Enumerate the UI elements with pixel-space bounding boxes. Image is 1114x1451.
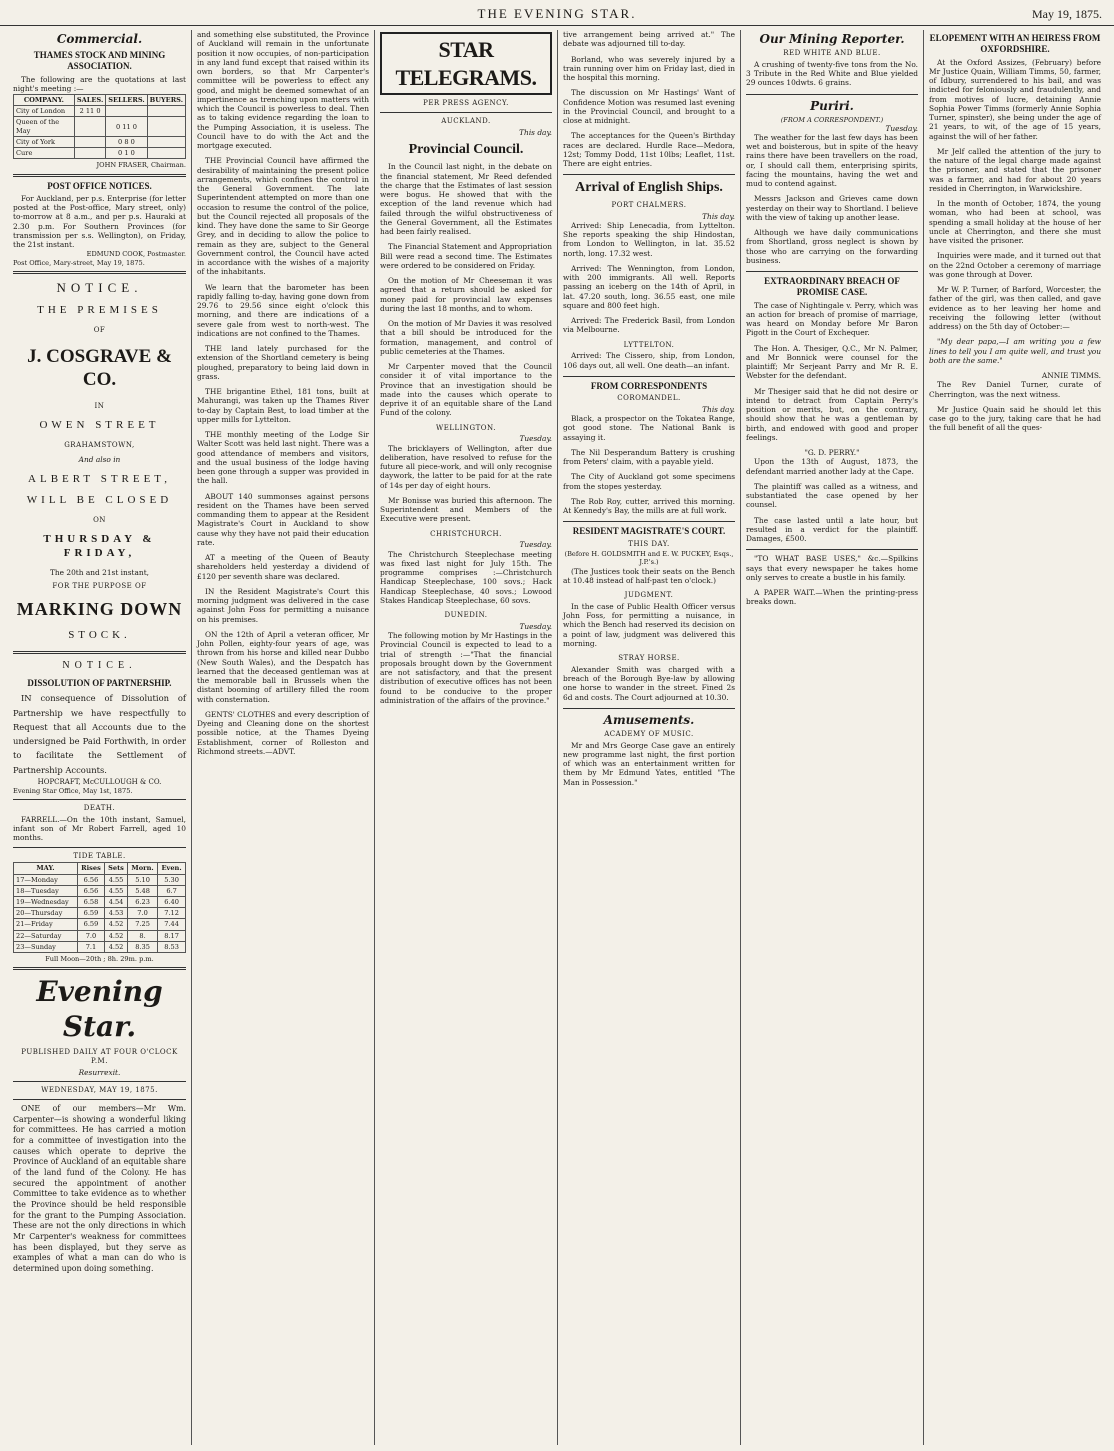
table-cell: 0 11 0	[106, 117, 147, 136]
letter-signature: "G. D. PERRY."	[804, 448, 860, 458]
masthead	[0, 0, 1114, 26]
table-cell: 6.56	[77, 874, 104, 885]
table-header-cell: BUYERS.	[147, 95, 185, 106]
tide-row	[14, 896, 186, 907]
table-cell: 4.53	[105, 908, 128, 919]
of-line: OF	[93, 325, 106, 334]
dateline-port-chalmers: PORT CHALMERS.	[611, 200, 687, 209]
table-cell: 7.44	[158, 919, 186, 930]
article-text: The Christchurch Steeplechase meeting was fixed last night for July 15th. The programme comprises :—Christchurch Handicap Steeplechase, 100 sovs.; Hack Handicap Steeplechase, 40 sovs.; Lowood Stakes Handicap Steeplechase, 60 sovs.	[380, 549, 552, 605]
table-cell: 8.35	[127, 941, 157, 952]
article-text: THE Provincial Council have affirmed the desirability of maintaining the present police arrangements, which confines the control in the General Government. The late Superintendent attempted on more than one occasion to resume the control of the police, but the Council rejected all proposals of the kind. They have done the same to Sir George Grey, and in deciding to allow the police to remain as they are, subject to the General Government control, the Council have acted in accordance with the wishes of a majority of the inhabitants.	[197, 156, 369, 277]
article-text: The weather for the last few days has been wet and boisterous, but in spite of the heavy rains there have been travellers on the road, or, I should call them, enterprising spirits, facing the mountains, having the wet and mud to contend against.	[746, 132, 918, 189]
article-text: On the motion of Mr Davies it was resolved that a bill should be introduced for the formation, management, and control of public cemeteries at the Thames.	[380, 319, 552, 356]
article-text: Upon the 13th of August, 1873, the defendant married another lady at the Cape.	[746, 457, 918, 476]
tide-row	[14, 930, 186, 941]
article-text: Inquiries were made, and it turned out that on the 22nd October a ceremony of marriage was gone through at Dover.	[929, 251, 1101, 279]
published-line: PUBLISHED DAILY AT FOUR O'CLOCK P.M.	[21, 1048, 178, 1066]
table-cell: 8.17	[158, 930, 186, 941]
court-day: THIS DAY.	[628, 539, 670, 548]
divider	[13, 1081, 186, 1082]
table-cell: 4.52	[105, 941, 128, 952]
owen-street: OWEN STREET	[39, 418, 160, 431]
article-text: In the month of October, 1874, the young woman, who had been at school, was spending a small holiday at the house of her uncle at Cherrington, and there she must have visited the prisoner.	[929, 199, 1101, 245]
breach-heading: EXTRAORDINARY BREACH OF PROMISE CASE.	[764, 276, 900, 298]
table-cell: 5.30	[158, 874, 186, 885]
editorial-text: ONE of our members—Mr Wm. Carpenter—is showing a wonderful liking for committees. He has carried a motion for a committee of investigation into the causes which operate to deprive the Province of Auckland of an equitable share of the land fund of the Colony. He has secured the appointment of another Committee to take evidence as to whether the Province should be held responsible for the grant to the Pumping Association. These are not the only directions in which Mr Carpenter's weakness for committees has been displayed, but they serve as examples of what a man can do who is determined upon doing something.	[13, 1103, 186, 1273]
table-cell: 18—Tuesday	[14, 885, 78, 896]
table-cell: 4.52	[105, 930, 128, 941]
issue-date: WEDNESDAY, MAY 19, 1875.	[41, 1086, 158, 1095]
puriri-heading: Puriri.	[810, 98, 854, 113]
table-cell: 4.55	[105, 874, 128, 885]
dateline-day: Tuesday.	[519, 621, 552, 631]
table-header-cell: SELLERS.	[106, 95, 147, 106]
dateline-dunedin: DUNEDIN.	[444, 611, 488, 619]
article-text: The case of Nightingale v. Perry, which was an action for breach of promise of marriage, was heard on Monday before Mr Baron Pigott in the Court of Exchequer.	[746, 300, 918, 338]
article-text: Black, a prospector on the Tokatea Range, got good stone. The National Bank is assaying it.	[563, 414, 735, 442]
tide-heading: TIDE TABLE.	[73, 851, 126, 860]
divider	[563, 708, 735, 709]
post-heading: POST OFFICE NOTICES.	[47, 180, 152, 191]
dateline-day: Tuesday.	[519, 434, 552, 444]
divider	[13, 1099, 186, 1100]
article-text: At the Oxford Assizes, (February) before Mr Justice Quain, William Timms, 50, farmer, of Idbury, surrendered to his bail, and was indicted for feloniously and fraudulently, and from motives of lucre, detaining Annie Sophia Power Timms (formerly Annie Sophia Turner, spinster), she being under the age of 21 years, to wit, of the age of 15 years, against the will of her father.	[929, 57, 1101, 141]
advert-text: GENTS' CLOTHES and every description of Dyeing and Cleaning done on the shortest possible notice, at the Thames Dyeing Establishment, corner of Rolleston and Richmond streets.—ADVT.	[197, 709, 369, 756]
paper-title: Evening Star.	[36, 975, 163, 1044]
article-text: Mr Carpenter moved that the Council consider it of vital importance to the Province that an investigation should be made into the causes which operate to deprive it of an equitable share of the Land Fund of the colony.	[380, 362, 552, 418]
article-text: The Rev Daniel Turner, curate of Cherrington, was the next witness.	[929, 380, 1101, 399]
divider	[563, 521, 735, 522]
dateline-day: Tuesday.	[519, 540, 552, 550]
tide-row	[14, 874, 186, 885]
court-before: (Before H. GOLDSMITH and E. W. PUCKEY, Esqs., J.P.'s.)	[564, 550, 734, 567]
judgment-heading: JUDGMENT.	[624, 591, 674, 600]
table-cell: 6.23	[127, 896, 157, 907]
notice2-heading: NOTICE.	[62, 659, 137, 671]
dateline-day: This day.	[702, 211, 735, 221]
table-cell: City of London	[14, 106, 75, 117]
table-cell	[74, 136, 105, 147]
tide-body	[14, 874, 186, 953]
table-cell: 5.48	[127, 885, 157, 896]
in-line: IN	[94, 402, 105, 411]
table-cell	[147, 136, 185, 147]
divider	[746, 271, 918, 272]
article-text: Borland, who was severely injured by a train running over him on Friday last, died in the hospital this morning.	[563, 54, 735, 82]
correspondent-byline: (FROM A CORRESPONDENT.)	[780, 115, 884, 124]
article-text: The Nil Desperandum Battery is crushing from Peters' claim, with a payable yield.	[563, 447, 735, 466]
table-cell	[106, 106, 147, 117]
dateline-day: This day.	[702, 404, 735, 414]
table-cell: 7.12	[158, 908, 186, 919]
table-header-cell: Even.	[158, 863, 186, 874]
article-text: The Rob Roy, cutter, arrived this morning. At Kennedy's Bay, the mills are at full work.	[563, 496, 735, 515]
stock-row	[14, 117, 186, 136]
purpose-line: FOR THE PURPOSE OF	[52, 581, 147, 590]
dissolution-office: Evening Star Office, May 1st, 1875.	[13, 786, 133, 795]
article-text: Mr and Mrs George Case gave an entirely new programme last night, the first portion of which was an entertainment written for them by Mr Edmund Yates, entitled "The Man in Possession."	[563, 740, 735, 787]
table-cell: 4.52	[105, 919, 128, 930]
tide-row	[14, 885, 186, 896]
death-heading: DEATH.	[83, 804, 116, 813]
table-cell: 6.59	[77, 919, 104, 930]
article-text: Arrived: The Wennington, from London, with 200 immigrants. All well. Reports passing an iceberg on the 14th of April, in lat. 47.20 south, long. 36.55 east, one mile square and 800 feet high.	[563, 263, 735, 310]
table-cell: 8.	[127, 930, 157, 941]
dissolution-heading: DISSOLUTION OF PARTNERSHIP.	[27, 678, 172, 689]
court-heading: RESIDENT MAGISTRATE'S COURT.	[572, 526, 726, 537]
also-line: And also in	[78, 455, 121, 465]
dateline-christchurch: CHRISTCHURCH.	[430, 529, 502, 538]
article-text: THE monthly meeting of the Lodge Sir Walter Scott was held last night. There was a good attendance of members and visitors, and the usual business of the lodge having been gone through a supper was provided in the hall.	[197, 430, 369, 486]
commercial-heading: Commercial.	[56, 32, 143, 46]
divider	[746, 94, 918, 95]
letter-text: "My dear papa,—I am writing you a few lines to tell you I am quite well, and trust you both are the same."	[929, 337, 1101, 365]
table-cell: 6.58	[77, 896, 104, 907]
article-text: Arrived: Ship Lenecadia, from Lyttelton. She reports speaking the ship Hindostan, from London to Wellington, in lat. 35.52 north, long. 17.32 west.	[563, 220, 735, 258]
post-date: Post Office, Mary-street, May 19, 1875.	[13, 258, 145, 267]
divider	[13, 799, 186, 800]
table-cell: 6.59	[77, 908, 104, 919]
divider	[13, 174, 186, 177]
article-text: Mr Bonisse was buried this afternoon. The Superintendent and Members of the Executive were present.	[380, 495, 552, 524]
council-heading: Provincial Council.	[408, 141, 524, 157]
table-cell	[74, 148, 105, 159]
divider	[563, 174, 735, 175]
page-columns	[8, 30, 1106, 1445]
stock-row	[14, 148, 186, 159]
tide-foot: Full Moon—20th ; 8h. 29m. p.m.	[45, 955, 154, 964]
article-text: A PAPER WAIT.—When the printing-press breaks down.	[746, 588, 918, 607]
article-text: Mr W. P. Turner, of Barford, Worcester, the father of the girl, was then called, and gave evidence as to her leaving her home and receiving the following letter (without address) on the 5th day of October:—	[929, 285, 1101, 331]
stock-sign: JOHN FRASER, Chairman.	[96, 161, 186, 170]
article-text: The plaintiff was called as a witness, and substantiated the case opened by her counsel.	[746, 481, 918, 510]
dissolution-sign: HOPCRAFT, McCULLOUGH & CO.	[37, 778, 162, 787]
article-text: ON the 12th of April a veteran officer, Mr John Pollen, eighty-four years of age, was thrown from his horse and killed near Dubbo (New South Wales), and the Despatch has learned that the deceased gentleman was at the memorable ball in Brussels when the distant booming of artillery filled the room with consternation.	[197, 629, 369, 704]
article-text: AT a meeting of the Queen of Beauty shareholders held yesterday a dividend of £120 per seventh share was declared.	[197, 553, 369, 581]
table-cell: 17—Monday	[14, 874, 78, 885]
firm-name: J. COSGRAVE & CO.	[27, 345, 172, 391]
premises-line: THE PREMISES	[37, 304, 162, 317]
article-text: On the motion of Mr Cheeseman it was agreed that a return should be asked for money paid for provincial law expenses during the last 18 months, and to whom.	[380, 276, 552, 313]
table-cell: 7.0	[77, 930, 104, 941]
column-6	[923, 30, 1106, 1445]
stock-row	[14, 136, 186, 147]
dateline-day: Tuesday.	[885, 123, 918, 133]
table-cell	[147, 148, 185, 159]
article-text: Alexander Smith was charged with a breach of the Borough Bye-law by allowing one horse to wander in the street. Fined 2s 6d and costs. The Court adjourned at 10.30.	[563, 664, 735, 702]
correspondents-heading: FROM CORRESPONDENTS	[590, 380, 708, 391]
table-cell: 4.55	[105, 885, 128, 896]
divider	[13, 651, 186, 654]
table-cell: 0 8 0	[106, 136, 147, 147]
tide-row	[14, 941, 186, 952]
motto: Resurrexit.	[78, 1067, 121, 1077]
article-text: The discussion on Mr Hastings' Want of Confidence Motion was resumed last evening in the Provincial Council, and brought to a close at midnight.	[563, 88, 735, 125]
amusements-heading: Amusements.	[603, 712, 695, 727]
mining-heading: Our Mining Reporter.	[759, 32, 905, 46]
table-cell: 4.54	[105, 896, 128, 907]
stock-body	[14, 106, 186, 159]
column-1	[8, 30, 191, 1445]
article-text: The case lasted until a late hour, but resulted in a verdict for the plaintiff. Damages, £500.	[746, 515, 918, 544]
post-sign: EDMUND COOK, Postmaster.	[86, 250, 186, 259]
grahamstown: GRAHAMSTOWN,	[64, 440, 135, 449]
article-text: A crushing of twenty-five tons from the No. 3 Tribute in the Red White and Blue yielded 29 ounces 10dwts. 6 grains.	[746, 59, 918, 88]
article-text: The City of Auckland got some specimens from the stopes yesterday.	[563, 472, 735, 491]
table-cell: 22—Saturday	[14, 930, 78, 941]
article-text: THE brigantine Ethel, 181 tons, built at Mahurangi, was taken up the Thames River to-day by Captain Best, to load timber at the upper mills for Lyttelton.	[197, 387, 369, 424]
divider	[13, 271, 186, 274]
masthead-title: THE EVENING STAR.	[477, 6, 637, 21]
table-cell: 0 1 0	[106, 148, 147, 159]
dateline-wellington: WELLINGTON.	[436, 423, 496, 432]
table-cell: 7.0	[127, 908, 157, 919]
table-cell: 6.40	[158, 896, 186, 907]
stock-row	[14, 106, 186, 117]
table-cell: 7.1	[77, 941, 104, 952]
article-text: Mr Justice Quain said he should let this case go to the jury, taking care that he had the full benefit of all the ques-	[929, 404, 1101, 433]
article-text: Arrived: The Frederick Basil, from London via Melbourne.	[563, 316, 735, 335]
article-text: THE land lately purchased for the extension of the Shortland cemetery is being ploughed, preparatory to being laid down in grass.	[197, 344, 369, 381]
table-cell: 2 11 0	[74, 106, 105, 117]
elopement-heading: ELOPEMENT WITH AN HEIRESS FROM OXFORDSHIRE.	[929, 33, 1101, 55]
article-text: Messrs Jackson and Grieves came down yesterday on their way to Shortland. I believe with the view of taking up another lease.	[746, 194, 918, 222]
article-text: Although we have daily communications from Shortland, gross neglect is shown by those who are carrying on the forwarding business.	[746, 228, 918, 265]
article-text: Mr Jelf called the attention of the jury to the nature of the legal charge made against the prisoner, and stated that the prisoner was a farmer, and had for about 20 years resided in Cherrington, in Warwickshire.	[929, 146, 1101, 193]
column-3	[374, 30, 557, 1445]
table-cell	[147, 117, 185, 136]
table-header-cell: MAY.	[14, 863, 78, 874]
letter-signature: ANNIE TIMMS.	[1041, 371, 1101, 380]
article-text: IN the Resident Magistrate's Court this morning judgment was delivered in the case against John Foss for permitting a nuisance on his premises.	[197, 586, 369, 624]
dissolution-text: IN consequence of Dissolution of Partnership we have respectfully to Request that all Accounts due to the undersigned be Paid Forthwith, in order to facilitate the Settlement of Partnership Accounts.	[13, 693, 186, 775]
stock-line: STOCK.	[68, 628, 131, 641]
divider	[746, 549, 918, 550]
article-text: "TO WHAT BASE USES," &c.—Spilkins says that every newspaper he takes home only serves to create a bustle in his family.	[746, 554, 918, 582]
dateline-lyttelton: LYTTELTON.	[623, 340, 675, 349]
dates-line: The 20th and 21st instant,	[49, 568, 150, 578]
tide-header-row	[14, 863, 186, 874]
table-cell: 6.56	[77, 885, 104, 896]
table-cell: 20—Thursday	[14, 908, 78, 919]
days-line: THURSDAY & FRIDAY,	[43, 532, 156, 559]
red-white-blue-heading: RED WHITE AND BLUE.	[783, 49, 881, 57]
table-cell: 6.7	[158, 885, 186, 896]
academy-heading: ACADEMY OF MUSIC.	[604, 729, 694, 738]
press-agency: PER PRESS AGENCY.	[423, 99, 509, 107]
table-cell: 7.25	[127, 919, 157, 930]
divider	[13, 967, 186, 970]
notice-heading: NOTICE.	[56, 279, 143, 295]
article-text: The bricklayers of Wellington, after due deliberation, have resolved to refuse for the future all piece-work, and will only recognise daywork, the latter to be paid for at the rate of 14s per day of eight hours.	[380, 443, 552, 490]
column-4	[557, 30, 740, 1445]
tide-row	[14, 908, 186, 919]
stock-table	[13, 94, 186, 159]
closed-line: WILL BE CLOSED	[26, 494, 173, 507]
article-text: The acceptances for the Queen's Birthday races are declared. Hurdle Race—Medora, 12st; Tommy Dodd, 11st 10lbs; Leaflet, 11st. There are eight entries.	[563, 131, 735, 168]
divider	[380, 112, 552, 113]
divider	[563, 376, 735, 377]
albert-street: ALBERT STREET,	[28, 472, 171, 485]
table-cell: 19—Wednesday	[14, 896, 78, 907]
on-line: ON	[93, 516, 106, 525]
dateline-auckland: AUCKLAND.	[441, 116, 491, 125]
table-cell	[147, 106, 185, 117]
table-cell	[74, 117, 105, 136]
table-cell: 8.53	[158, 941, 186, 952]
table-cell: Cure	[14, 148, 75, 159]
table-header-cell: SALES.	[74, 95, 105, 106]
divider	[13, 847, 186, 848]
stray-heading: STRAY HORSE.	[618, 654, 680, 663]
article-text: The Hon. A. Thesiger, Q.C., Mr N. Palmer, and Mr Bonnick were counsel for the plaintiff; Mr Serjeant Parry and Mr R. E. Webster for the defendant.	[746, 343, 918, 381]
stock-heading: THAMES STOCK AND MINING ASSOCIATION.	[33, 50, 166, 72]
table-cell: Queen of the May	[14, 117, 75, 136]
table-header-cell: Sets	[105, 863, 128, 874]
article-text: The Financial Statement and Appropriation Bill were read a second time. The Estimates were ordered to be considered on Friday.	[380, 242, 552, 270]
table-cell: 23—Sunday	[14, 941, 78, 952]
article-text: and something else substituted, the Province of Auckland will remain in the unfortunate position it now occupies, of non-participation in any land fund except that raised within its own borders, so that Mr Carpenter's committee will be powerless to effect any good, and might be deemed somewhat of an impertinence as trenching upon matters with which the Council is powerless to deal. Then as to taking evidence regarding the loan to the Pumping Association, it is useless. The Council have to do with the Act and the mortgage executed.	[197, 30, 369, 150]
masthead-date: May 19, 1875.	[1031, 7, 1102, 21]
stock-intro: The following are the quotations at last night's meeting :—	[13, 74, 186, 93]
tide-table	[13, 862, 186, 953]
table-cell: 21—Friday	[14, 919, 78, 930]
death-text: FARRELL.—On the 10th instant, Samuel, infant son of Mr Robert Farrell, aged 10 months.	[13, 814, 186, 843]
article-text: Mr Thesiger said that he did not desire or intend to detract from Captain Perry's position or merits, but, on the contrary, should show that he was a gentleman by birth, and endowed with good and proper feelings.	[746, 386, 918, 442]
table-cell: 5.10	[127, 874, 157, 885]
dateline-coromandel: COROMANDEL.	[617, 394, 681, 402]
article-text: The following motion by Mr Hastings in the Provincial Council is expected to lead to a trial of strength :—"That the financial proposals brought down by the Government are not satisfactory, and that the present distribution of executive offices has not been found to be conducive to the proper administration of the affairs of the province."	[380, 631, 552, 705]
article-text: tive arrangement being arrived at." The debate was adjourned till to-day.	[563, 30, 735, 49]
article-text: ABOUT 140 summonses against persons resident on the Thames have been served commanding them to appear at the Resident Magistrate's Court in Auckland to show cause why they have not paid their education rate.	[197, 491, 369, 547]
star-telegrams-banner: STAR TELEGRAMS.	[380, 32, 552, 95]
article-text: We learn that the barometer has been rapidly falling to-day, having gone down from 29.76 to 29.56 since eight o'clock this morning, and there are indications of a severe gale from west to north-west. The indications are not confined to the Thames.	[197, 282, 369, 338]
column-5	[740, 30, 923, 1445]
tide-row	[14, 919, 186, 930]
table-header-cell: COMPANY.	[14, 95, 75, 106]
table-header-cell: Morn.	[127, 863, 157, 874]
arrival-heading: Arrival of English Ships.	[575, 180, 723, 196]
article-text: In the Council last night, in the debate on the financial statement, Mr Reed defended the charge that the Estimates of last session were bogus. He showed that with the exception of the land revenue which had failed through the wilful obstructiveness of the General Government, all the Estimates had been fairly realised.	[380, 162, 552, 236]
table-cell: City of York	[14, 136, 75, 147]
post-text: For Auckland, per p.s. Enterprise (for letter posted at the Post-office, Mary street, only) to-morrow at 8 a.m., and per p.s. Hauraki at 2.30 p.m. For Southern Provinces (for transmission per s.s. Wellington), on Friday, the 21st instant.	[13, 193, 186, 250]
article-text: (The Justices took their seats on the Bench at 10.48 instead of half-past ten o'clock.)	[563, 566, 735, 585]
marking-down: MARKING DOWN	[16, 599, 183, 620]
dateline-day: This day.	[519, 127, 552, 137]
table-header-cell: Rises	[77, 863, 104, 874]
column-2	[191, 30, 374, 1445]
article-text: Arrived: The Cissero, ship, from London, 106 days out, all well. One death—an infant.	[563, 351, 735, 370]
stock-header-row	[14, 95, 186, 106]
article-text: In the case of Public Health Officer versus John Foss, for permitting a nuisance, in which the Bench had reserved its decision on a point of law, judgment was delivered this morning.	[563, 601, 735, 648]
